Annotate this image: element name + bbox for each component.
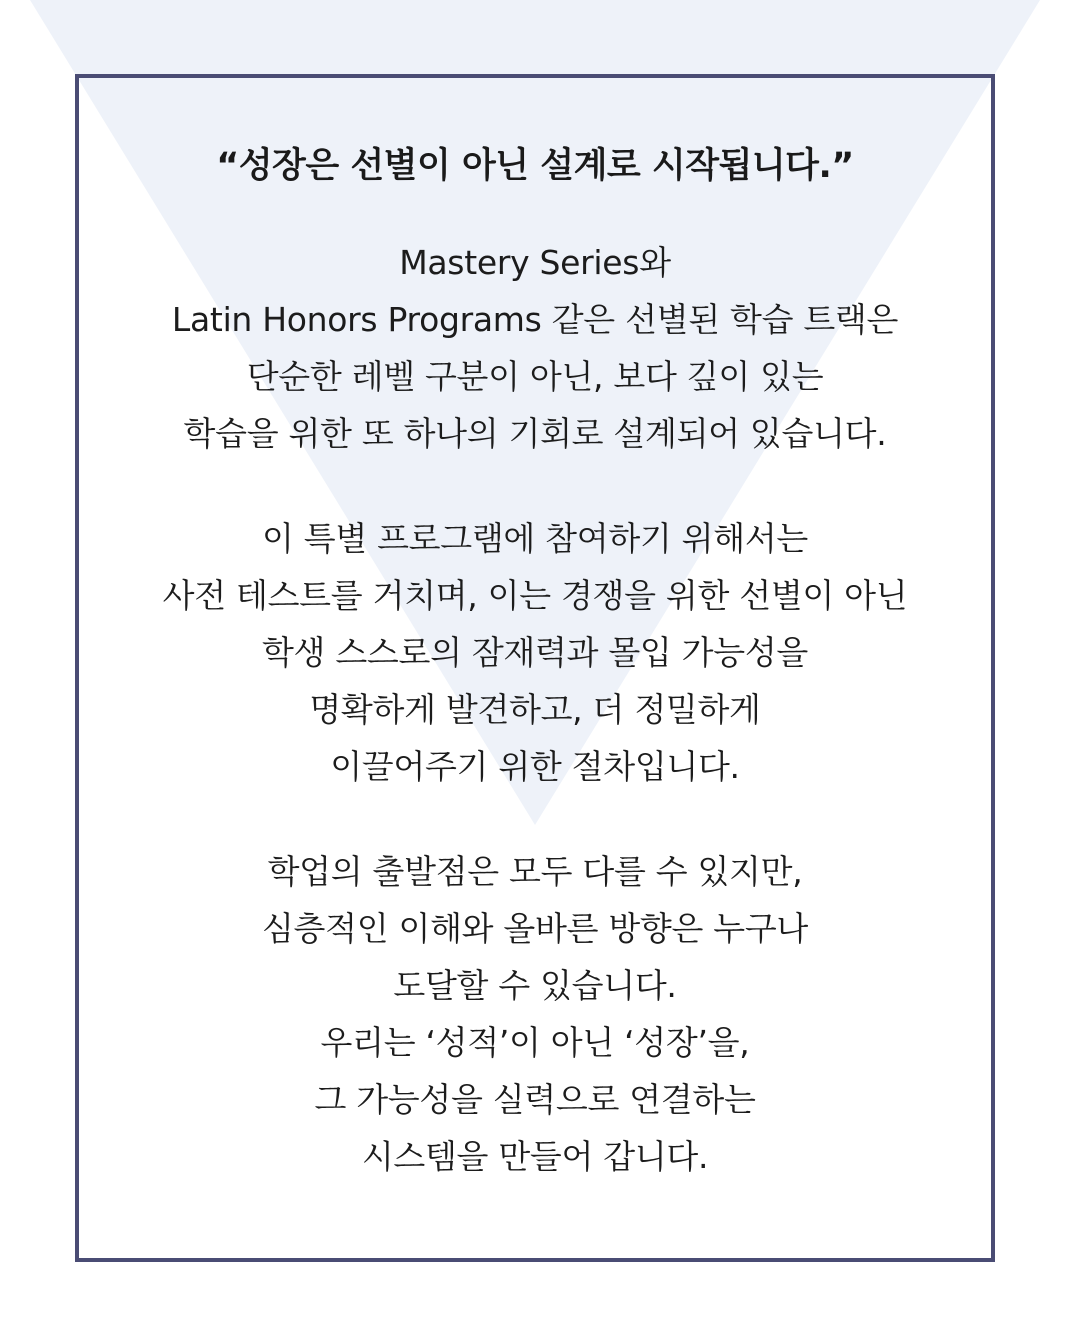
paragraph-line: 명확하게 발견하고, 더 정밀하게 [309,690,761,729]
headline-quote: “성장은 선별이 아닌 설계로 시작됩니다.” [216,146,854,186]
paragraph-line: 학생 스스로의 잠재력과 몰입 가능성을 [261,633,808,672]
paragraph-line: 사전 테스트를 거치며, 이는 경쟁을 위한 선별이 아닌 [162,576,908,615]
paragraph-line: 학업의 출발점은 모두 다를 수 있지만, [267,852,803,891]
message-content [79,78,991,1185]
paragraph-line: 우리는 ‘성적’이 아닌 ‘성장’을, [320,1023,750,1062]
paragraph-pre-test [79,510,991,795]
paragraph-line: Latin Honors Programs 같은 선별된 학습 트랙은 [171,300,899,339]
paragraph-line: 단순한 레벨 구분이 아닌, 보다 깊이 있는 [246,357,824,396]
paragraph-line: 심층적인 이해와 올바른 방향은 누구나 [261,909,808,948]
paragraph-growth-system [79,843,991,1185]
paragraph-line: 그 가능성을 실력으로 연결하는 [314,1080,756,1119]
paragraph-line: 이 특별 프로그램에 참여하기 위해서는 [261,519,808,558]
paragraph-line: 이끌어주기 위한 절차입니다. [330,747,740,786]
paragraph-line: 도달할 수 있습니다. [393,966,677,1005]
paragraph-learning-tracks [79,234,991,462]
paragraph-line: 시스템을 만들어 갑니다. [361,1137,709,1176]
paragraph-line: Mastery Series와 [399,243,671,282]
paragraph-line: 학습을 위한 또 하나의 기회로 설계되어 있습니다. [183,414,887,453]
